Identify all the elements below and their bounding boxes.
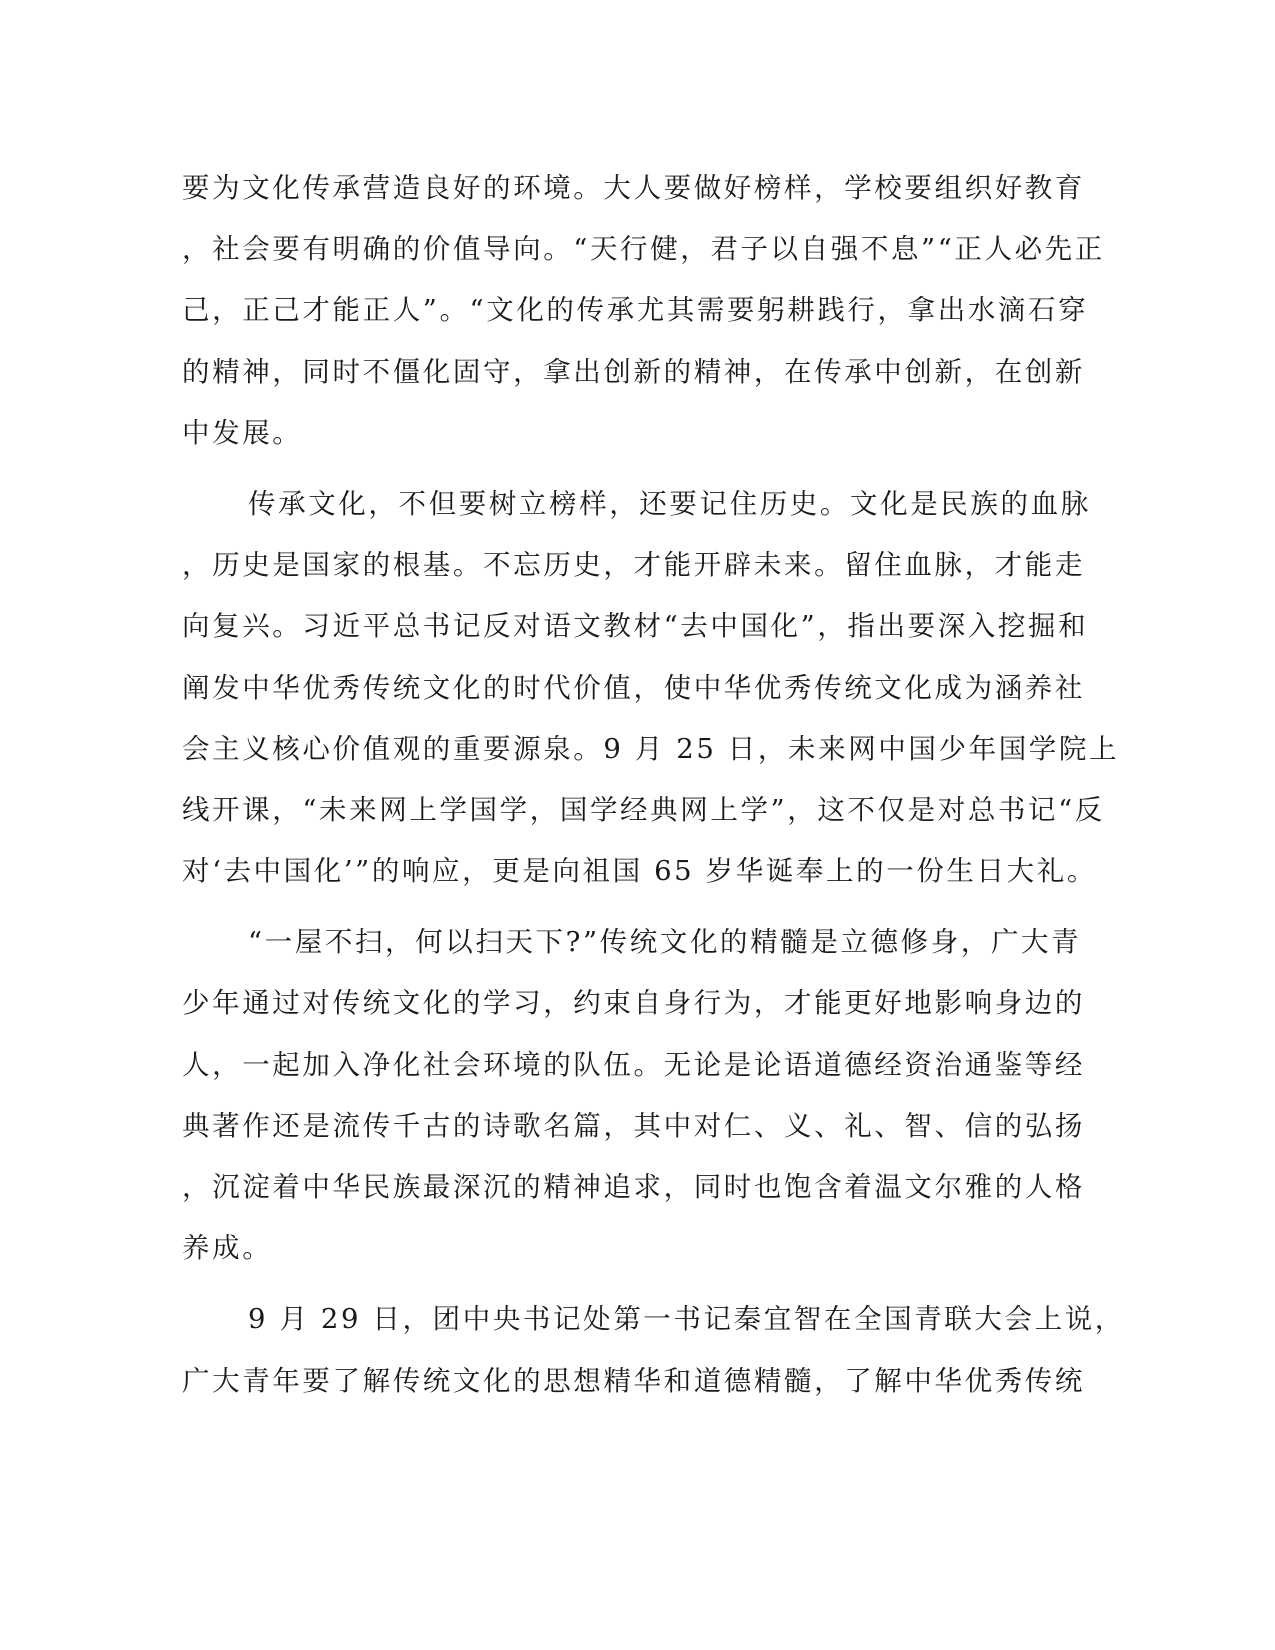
document-body	[182, 158, 1125, 1412]
text-line: 己，正己才能正人”。“文化的传承尤其需要躬耕践行，拿出水滴石穿	[182, 294, 1089, 327]
text-line: 阐发中华优秀传统文化的时代价值，使中华优秀传统文化成为涵养社	[182, 671, 1085, 704]
text-line: 的精神，同时不僵化固守，拿出创新的精神，在传承中创新，在创新	[182, 355, 1085, 388]
text-line: 养成。	[182, 1232, 273, 1265]
paragraph-3	[182, 912, 1085, 1279]
text-line: ，沉淀着中华民族最深沉的精神追求，同时也饱含着温文尔雅的人格	[182, 1171, 1085, 1203]
text-line-indented: 9 月 29 日，团中央书记处第一书记秦宜智在全国青联大会上说，	[248, 1303, 1125, 1336]
paragraph-2	[182, 474, 1120, 902]
text-line: ，历史是国家的根基。不忘历史，才能开辟未来。留住血脉，才能走	[182, 549, 1085, 582]
text-line: 广大青年要了解传统文化的思想精华和道德精髓，了解中华优秀传统	[182, 1364, 1085, 1397]
text-line: 少年通过对传统文化的学习，约束自身行为，才能更好地影响身边的	[182, 987, 1085, 1020]
paragraph-1	[182, 158, 1105, 464]
text-line: 会主义核心价值观的重要源泉。9 月 25 日，未来网中国少年国学院上	[182, 732, 1120, 765]
text-line: 线开课，“未来网上学国学，国学经典网上学”，这不仅是对总书记“反	[182, 793, 1105, 826]
paragraph-gap	[182, 1279, 1042, 1289]
paragraph-4	[182, 1289, 1125, 1411]
text-line-indented: “一屋不扫，何以扫天下?”传统文化的精髓是立德修身，广大青	[248, 926, 1082, 959]
text-line: 中发展。	[182, 416, 303, 449]
text-line: 向复兴。习近平总书记反对语文教材“去中国化”，指出要深入挖掘和	[182, 610, 1089, 643]
text-line: ，社会要有明确的价值导向。“天行健，君子以自强不息”“正人必先正	[182, 233, 1105, 266]
text-line: 对‘去中国化’”的响应，更是向祖国 65 岁华诞奉上的一份生日大礼。	[182, 855, 1097, 888]
paragraph-gap	[182, 902, 1042, 912]
text-line-indented: 传承文化，不但要树立榜样，还要记住历史。文化是民族的血脉	[248, 487, 1091, 520]
text-line: 典著作还是流传千古的诗歌名篇，其中对仁、义、礼、智、信的弘扬	[182, 1109, 1085, 1142]
text-line: 要为文化传承营造良好的环境。大人要做好榜样，学校要组织好教育	[182, 172, 1085, 204]
paragraph-gap	[182, 464, 1042, 474]
text-line: 人，一起加入净化社会环境的队伍。无论是论语道德经资治通鉴等经	[182, 1048, 1085, 1081]
